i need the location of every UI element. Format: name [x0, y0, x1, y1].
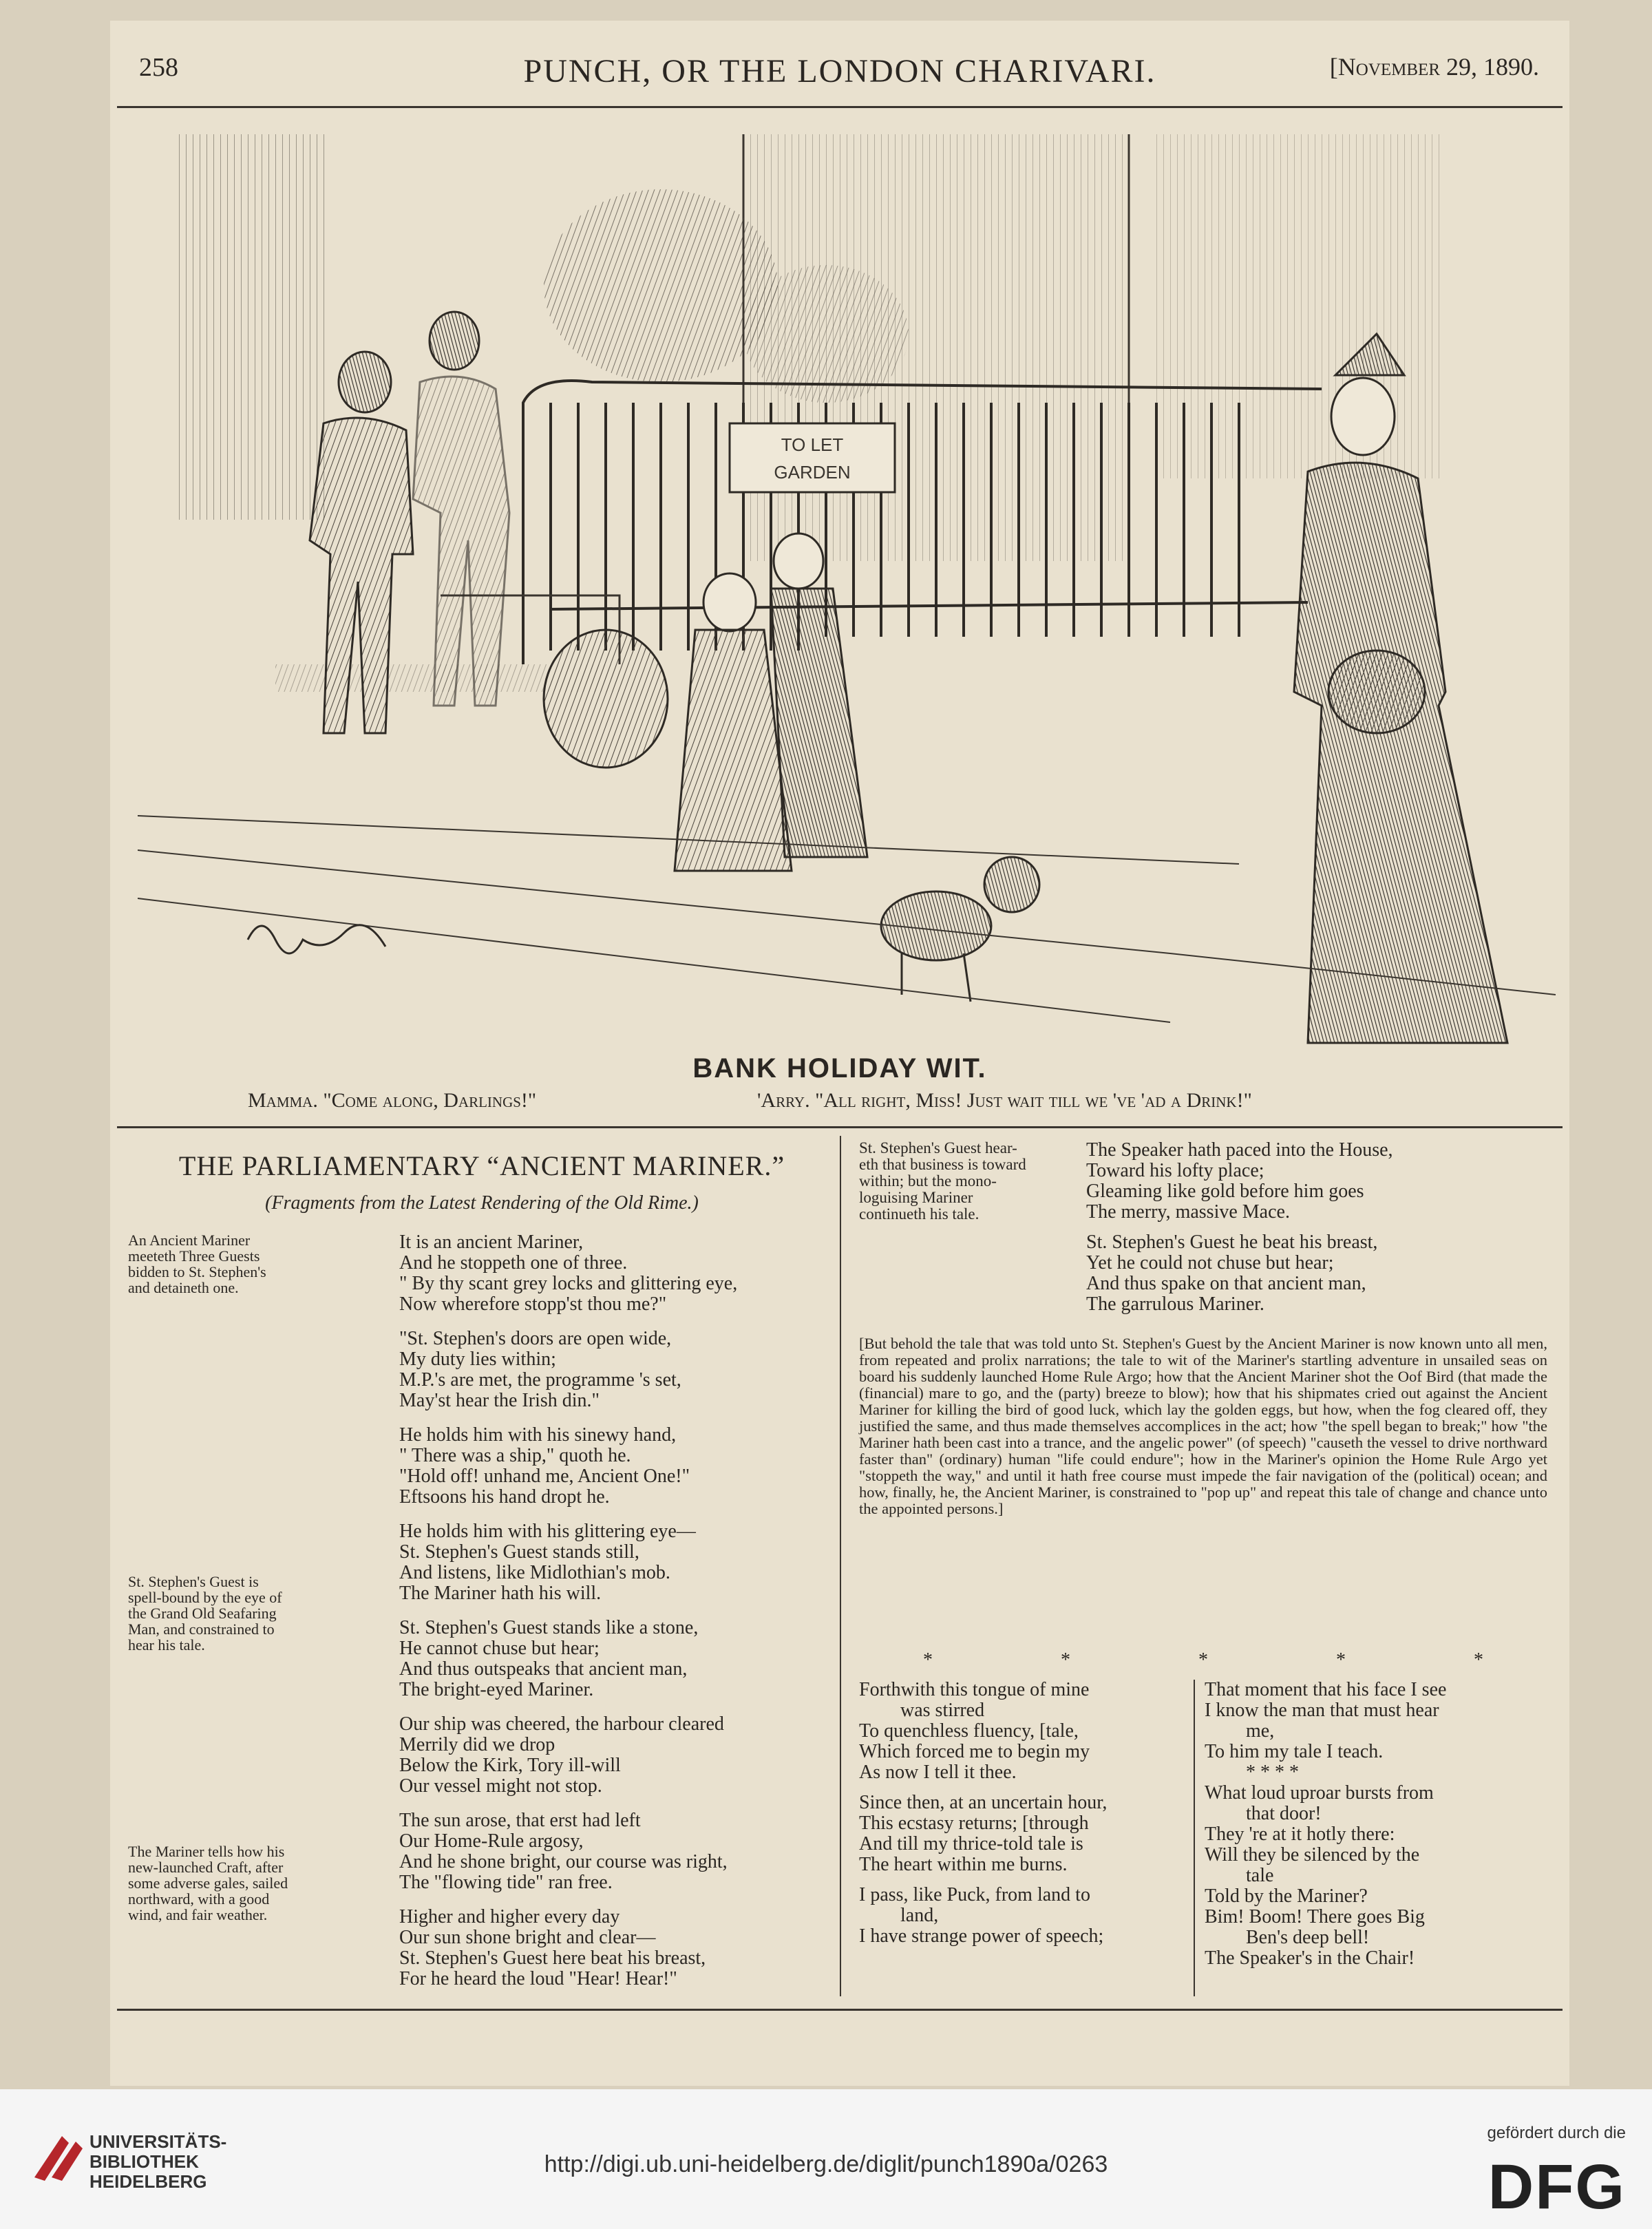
poem-left-column: Forthwith this tongue of mine was stirred To quenchless fluency, [tale, Which forced me to begin my As now I tell it thee. Since then, at an uncertain hour, This ecstasy returns; [through And till my thrice-told tale is The heart within me burns. I pass, like Puck, from land to land, I have strange power of speech; [859, 1679, 1108, 1947]
masthead-title: PUNCH, OR THE LONDON CHARIVARI. [523, 53, 1156, 89]
dfg-logo: DFG [1487, 2152, 1626, 2222]
stanza-3: He holds him with his sinewy hand, " There was a ship," quoth he. "Hold off! unhand me, Ancient One!" Eftsoons his hand dropt he. [399, 1424, 690, 1508]
column-right [845, 1136, 1556, 2010]
bottom-rule [117, 2009, 1563, 2011]
funded-by-label: gefördert durch die [1487, 2124, 1626, 2142]
sign-to-let: TO LET [781, 434, 844, 455]
caption-mamma: Mamma. "Come along, Darlings!" [248, 1089, 537, 1112]
caption-arry: 'Arry. "All right, Miss! Just wait till we 've 'ad a Drink!" [757, 1089, 1252, 1112]
bank-holiday-illustration [138, 127, 1556, 1057]
prose-narrative: [But behold the tale that was told unto St. Stephen's Guest by the Ancient Mariner is now known unto all men, from repeated and prolix narrations; the tale to wit of the Mariner's startling adventure in unsailed seas on board his suddenly launched Home Rule Argo; how that the Ancient Mariner shot the Oof Bird (that made the (financial) mare to go, and the (party) breeze to blow); how that his shipmates cried out against the Ancient Mariner for killing the bird of good luck, which lay the golden eggs, but how, when the fog cleared off, they justified the same, and thus made themselves accomplices in the act; how "the spell began to break;" how "the Mariner hath been cast into a trance, and the angelic power" (of speech) "causeth the vessel to drive northward faster than" (ordinary) human "life could endure"; how in the Mariner's opinion the Home Rule Argo yet "stoppeth the way," and until it hath free course must impede the fair navigation of the (political) ocean; and how, finally, he, the Ancient Mariner, is constrained to "pop up" and repeat this tale of change and chance unto the appointed persons.] [859, 1335, 1547, 1517]
stanza-5: St. Stephen's Guest stands like a stone, He cannot chuse but hear; And thus outspeaks that ancient man, The bright-eyed Mariner. [399, 1617, 699, 1700]
margin-gloss-3: The Mariner tells how his new-launched Craft, after some adverse gales, sailed northward, with a good wind, and fair weather. [128, 1843, 288, 1923]
stanza-6: Our ship was cheered, the harbour cleared Merrily did we drop Below the Kirk, Tory ill-will Our vessel might not stop. [399, 1713, 724, 1797]
digitization-footer [0, 2089, 1652, 2229]
section-stars: * * * * * [923, 1649, 1483, 1671]
stanza-7: The sun arose, that erst had left Our Home-Rule argosy, And he shone bright, our course was right, The "flowing tide" ran free. [399, 1810, 728, 1893]
header-rule [117, 106, 1563, 108]
article-subtitle: (Fragments from the Latest Rendering of the Old Rime.) [265, 1192, 699, 1214]
margin-gloss-1: An Ancient Mariner meeteth Three Guests bidden to St. Stephen's and detaineth one. [128, 1232, 266, 1296]
stanza-8: Higher and higher every day Our sun shone bright and clear— St. Stephen's Guest here beat his breast, For he heard the loud "Hear! Hear!" [399, 1906, 706, 1989]
sign-garden: GARDEN [774, 462, 851, 483]
margin-gloss-col2: St. Stephen's Guest hear- eth that business is toward within; but the mono- loguising Mariner continueth his tale. [859, 1139, 1026, 1223]
stanza-4: He holds him with his glittering eye— St. Stephen's Guest stands still, And listens, like Midlothian's mob. The Mariner hath his will. [399, 1521, 696, 1604]
cartoon-title: BANK HOLIDAY WIT. [692, 1053, 987, 1084]
page-number: 258 [139, 53, 178, 82]
page [110, 21, 1569, 2086]
stanza-2: "St. Stephen's doors are open wide, My duty lies within; M.P.'s are met, the programme 's set, May'st hear the Irish din." [399, 1328, 681, 1411]
column-left [124, 1136, 840, 2010]
article-title: THE PARLIAMENTARY “ANCIENT MARINER.” [178, 1150, 785, 1181]
poem-right-column: That moment that his face I see I know the man that must hear me, To him my tale I teach. * * * * What loud uproar bursts from that door! They 're at it hotly there: Will they be silenced by the tale Told by the Mariner? Bim! Boom! There goes Big Ben's deep bell! The Speaker's in the Chair! [1205, 1679, 1447, 1969]
caption-rule [117, 1126, 1563, 1128]
column-divider [840, 1136, 841, 1996]
margin-gloss-2: St. Stephen's Guest is spell-bound by the eye of the Grand Old Seafaring Man, and constrained to hear his tale. [128, 1573, 282, 1654]
permalink-url[interactable]: http://digi.ub.uni-heidelberg.de/diglit/punch1890a/0263 [544, 2151, 1108, 2177]
col2-stanzas: The Speaker hath paced into the House, Toward his lofty place; Gleaming like gold before him goes The merry, massive Mace. St. Stephen's Guest he beat his breast, Yet he could not chuse but hear; And thus spake on that ancient man, The garrulous Mariner. [1086, 1139, 1393, 1315]
poem-divider [1194, 1680, 1195, 1996]
article-area [124, 1136, 1556, 2010]
page-header [110, 52, 1569, 94]
issue-date: [November 29, 1890. [1329, 53, 1539, 81]
institution-name: UNIVERSITÄTS- BIBLIOTHEK HEIDELBERG [89, 2131, 227, 2192]
cartoon-caption [110, 1089, 1569, 1119]
stanza-1: It is an ancient Mariner, And he stoppeth one of three. " By thy scant grey locks and glittering eye, Now wherefore stopp'st thou me?" [399, 1232, 738, 1315]
